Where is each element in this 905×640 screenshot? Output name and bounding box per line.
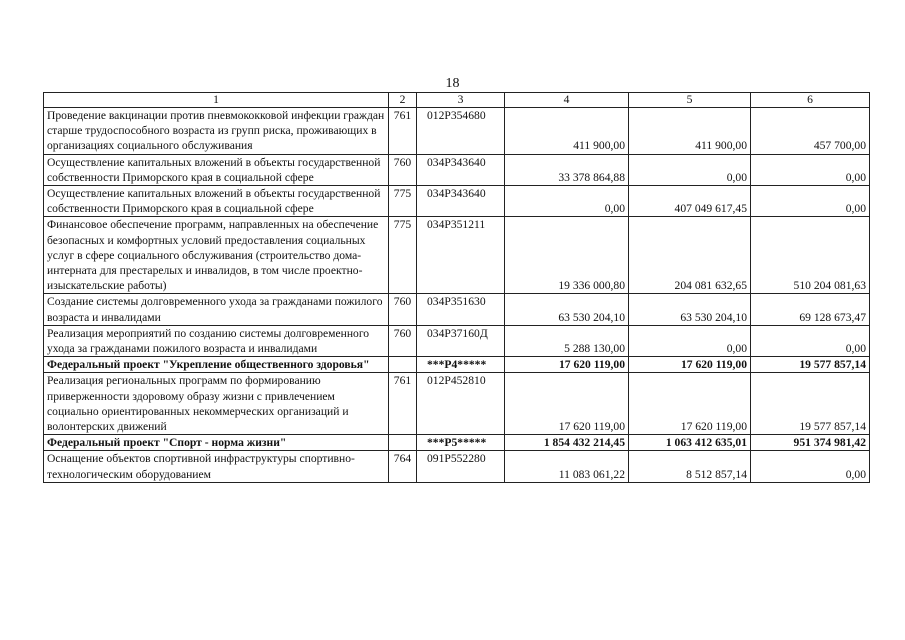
row-value-cell: 19 577 857,14 [751, 373, 870, 435]
row-code-cell: 764 [389, 451, 417, 482]
row-class-code-cell: 034P351630 [417, 294, 505, 325]
row-class-code-cell: ***P4***** [417, 357, 505, 373]
row-name-cell: Реализация мероприятий по созданию системы долговременного ухода за гражданами пожилого возраста и инвалидами [44, 325, 389, 356]
row-code-cell: 760 [389, 294, 417, 325]
row-name-cell: Федеральный проект "Укрепление общественного здоровья" [44, 357, 389, 373]
row-name-cell: Оснащение объектов спортивной инфраструктуры спортивно-технологическим оборудованием [44, 451, 389, 482]
row-class-code-cell: 034P351211 [417, 217, 505, 294]
header-cell: 3 [417, 93, 505, 108]
row-value-cell: 5 288 130,00 [505, 325, 629, 356]
row-code-cell: 760 [389, 154, 417, 185]
row-name-cell: Создание системы долговременного ухода за гражданами пожилого возраста и инвалидами [44, 294, 389, 325]
row-value-cell: 33 378 864,88 [505, 154, 629, 185]
row-value-cell: 19 577 857,14 [751, 357, 870, 373]
row-value-cell: 8 512 857,14 [629, 451, 751, 482]
row-value-cell: 0,00 [751, 451, 870, 482]
row-class-code-cell: 034P343640 [417, 154, 505, 185]
table-row [44, 186, 870, 217]
row-class-code-cell: 091P552280 [417, 451, 505, 482]
row-value-cell: 457 700,00 [751, 108, 870, 155]
row-name-cell: Осуществление капитальных вложений в объекты государственной собственности Приморского края в социальной сфере [44, 154, 389, 185]
row-value-cell: 0,00 [751, 325, 870, 356]
table-row [44, 373, 870, 435]
budget-table [43, 92, 870, 483]
table-row [44, 294, 870, 325]
header-cell: 6 [751, 93, 870, 108]
row-value-cell: 411 900,00 [505, 108, 629, 155]
table-row [44, 435, 870, 451]
row-value-cell: 69 128 673,47 [751, 294, 870, 325]
row-value-cell: 19 336 000,80 [505, 217, 629, 294]
table-row [44, 325, 870, 356]
row-code-cell: 775 [389, 186, 417, 217]
row-value-cell: 63 530 204,10 [629, 294, 751, 325]
row-class-code-cell: 012P354680 [417, 108, 505, 155]
row-name-cell: Финансовое обеспечение программ, направленных на обеспечение безопасных и комфортных условий предоставления социальных услуг в сфере социального обслуживания (строительство дома-интерната для престарелых и инвалидов, в том числе проектно-изыскательские работы) [44, 217, 389, 294]
row-code-cell: 760 [389, 325, 417, 356]
row-value-cell: 17 620 119,00 [505, 357, 629, 373]
row-value-cell: 411 900,00 [629, 108, 751, 155]
row-class-code-cell: 012P452810 [417, 373, 505, 435]
page-number: 18 [445, 76, 460, 91]
row-value-cell: 204 081 632,65 [629, 217, 751, 294]
table-row [44, 154, 870, 185]
row-value-cell: 0,00 [629, 154, 751, 185]
row-value-cell: 0,00 [751, 154, 870, 185]
table-row [44, 108, 870, 155]
row-value-cell: 17 620 119,00 [629, 373, 751, 435]
row-value-cell: 1 854 432 214,45 [505, 435, 629, 451]
header-cell: 5 [629, 93, 751, 108]
row-code-cell: 761 [389, 108, 417, 155]
row-value-cell: 510 204 081,63 [751, 217, 870, 294]
row-name-cell: Федеральный проект "Спорт - норма жизни" [44, 435, 389, 451]
header-cell: 4 [505, 93, 629, 108]
row-name-cell: Проведение вакцинации против пневмококковой инфекции граждан старше трудоспособного возраста из групп риска, проживающих в организациях социального обслуживания [44, 108, 389, 155]
row-code-cell: 775 [389, 217, 417, 294]
row-value-cell: 17 620 119,00 [629, 357, 751, 373]
row-value-cell: 17 620 119,00 [505, 373, 629, 435]
table-row [44, 217, 870, 294]
row-value-cell: 1 063 412 635,01 [629, 435, 751, 451]
row-name-cell: Осуществление капитальных вложений в объекты государственной собственности Приморского края в социальной сфере [44, 186, 389, 217]
header-cell: 1 [44, 93, 389, 108]
row-class-code-cell: 034P343640 [417, 186, 505, 217]
row-value-cell: 0,00 [629, 325, 751, 356]
row-value-cell: 0,00 [505, 186, 629, 217]
row-code-cell [389, 357, 417, 373]
row-code-cell [389, 435, 417, 451]
row-class-code-cell: 034P37160Д [417, 325, 505, 356]
header-cell: 2 [389, 93, 417, 108]
row-value-cell: 407 049 617,45 [629, 186, 751, 217]
row-value-cell: 63 530 204,10 [505, 294, 629, 325]
table-row [44, 451, 870, 482]
row-name-cell: Реализация региональных программ по формированию приверженности здоровому образу жизни с привлечением социально ориентированных некоммерческих организаций и волонтерских движений [44, 373, 389, 435]
row-value-cell: 0,00 [751, 186, 870, 217]
row-code-cell: 761 [389, 373, 417, 435]
table-row [44, 357, 870, 373]
row-class-code-cell: ***P5***** [417, 435, 505, 451]
table-header-row [44, 93, 870, 108]
row-value-cell: 951 374 981,42 [751, 435, 870, 451]
row-value-cell: 11 083 061,22 [505, 451, 629, 482]
